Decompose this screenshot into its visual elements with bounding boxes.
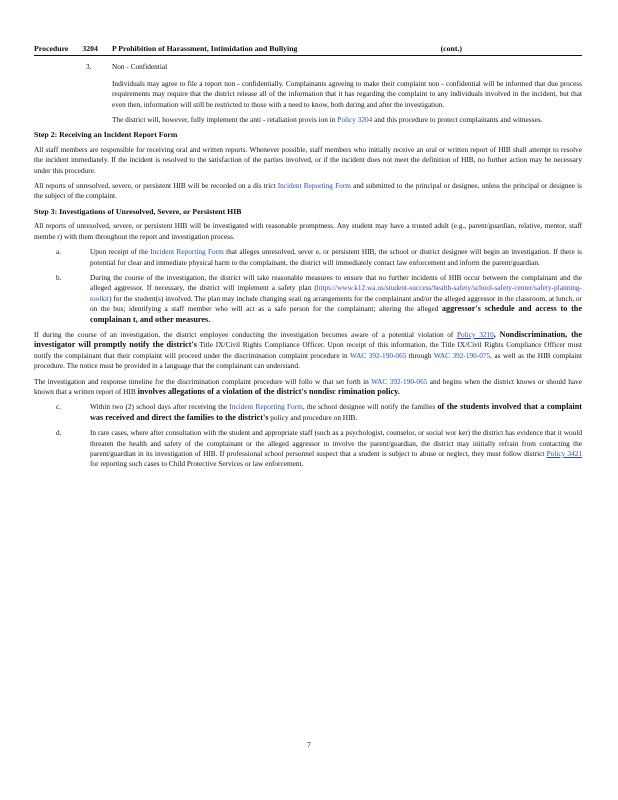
step-2-heading: Step 2: Receiving an Incident Report Form (34, 130, 178, 140)
list-item-a: a. Upon receipt of the Incident Reporting Form that alleges unresolved, sever e, or persistent HIB, the school or district designee will begin an investigation. If there is potential for clear and immediate physical harm to the complainant, the district will immediately contact law enforcement and inform the parent/guardian. (56, 247, 583, 267)
list-item-d: d. In rare cases, where after consultation with the student and appropriate staff (such as a psychologist, counselor, or social wor ker) the district has evidence that it would threaten the health and safety of the complainant or the alleged aggressor to involve the parent/guardian, the district may initially refrain from contacting the parent/guardian in its investigation of HIB. If professional school personnel suspect that a student is subject to abuse or neglect, they must follow district Policy 3421 for reporting such cases to Child Protective Services or law enforcement. (56, 428, 582, 469)
procedure-number: 3204 (82, 44, 98, 53)
step-2-paragraph-1: All staff members are responsible for receiving oral and written reports. Whenever possible, staff members who initially receive an oral or written report of HIB shall attempt to resolve the incident immediately. If the incident is resolved to the satisfaction of the parties involved, or if the incident does not meet the definition of HIB, no further action may be necessary under this procedure. (34, 144, 582, 175)
continued-label: (cont.) (440, 44, 462, 53)
wac-392-190-065-link-2[interactable]: WAC 392-190-065 (371, 376, 428, 386)
item-3-non-confidential (34, 62, 582, 125)
step-3-paragraph-1: All reports of unresolved, severe, or persistent HIB will be investigated with reasonable promptness. Any student may have a trusted adult (e.g., parent/guardian, relative, mentor, staff membe r) with them throughout the report and investigation process. (34, 221, 582, 241)
wac-392-190-065-link[interactable]: WAC 392-190-065 (350, 350, 407, 360)
list-item-b: b. During the course of the investigation, the district will take reasonable measures to ensure that no further incidents of HIB occur between the complainant and the alleged aggressor. If necessary, the district will implement a safety plan (https://www.k12.wa.us/student-success/health-safety/school-safety-center/safety-planning-toolkit) for the student(s) involved. The plan may include changing seati ng arrangements for the complainant and/or the alleged aggressor in the classroom, at lunch, or on the bus; identifying a staff member who will act as a safe person for the complainant; altering the alleged aggressor's schedule and access to the complainan t, and other measures. (56, 272, 582, 324)
step-2-paragraph-2: All reports of unresolved, severe, or persistent HIB will be recorded on a dis trict Incident Reporting Form and submitted to the principal or designee, unless the principal or designee is the subject of the complaint. (34, 181, 582, 201)
item-3-marker: 3. (86, 62, 92, 72)
policy-3421-link[interactable]: Policy 3421 (546, 449, 582, 458)
policy-3210-link[interactable]: Policy 3210 (456, 329, 494, 339)
step-3-heading: Step 3: Investigations of Unresolved, Severe, or Persistent HIB (34, 206, 242, 216)
header-left (34, 44, 297, 54)
procedure-title: P Prohibition of Harassment, Intimidation and Bullying (111, 44, 298, 53)
page-header (34, 44, 582, 56)
incident-reporting-form-link-a[interactable]: Incident Reporting Form (150, 247, 224, 257)
wac-392-190-075-link[interactable]: WAC 392-190-075 (433, 350, 491, 360)
list-marker-c: c. (56, 402, 62, 412)
timeline-paragraph: The investigation and response timeline for the discrimination complaint procedure will follo w that set forth in WAC 392-190-065 and begins when the district knows or should have known that a written report of HIB involves allegations of a violation of the district's nondisc rimination policy. (34, 376, 582, 396)
procedure-label: Procedure (34, 44, 69, 53)
item-3-paragraph-1: Individuals may agree to file a report non - confidentially. Complainants agreeing to make their complaint non - confidential will be informed that due process requirements may require that the district release all of the information that it has regarding the complaint to any individuals involved in the incident, but that even then, information will still be restricted to those with a need to know, both during and after the investigation. (112, 78, 582, 109)
list-marker-a: a. (56, 247, 62, 257)
policy-3204-link[interactable]: Policy 3204 (337, 115, 373, 125)
list-marker-b: b. (56, 272, 62, 282)
list-item-c: c. Within two (2) school days after receiving the Incident Reporting Form, the school designee will notify the families of the students involved that a complaint was received and direct the families to the district's policy and procedure on HIB. (56, 402, 582, 422)
incident-reporting-form-link-c[interactable]: Incident Reporting Form (229, 402, 303, 412)
item-3-title: Non - Confidential (112, 62, 168, 72)
list-marker-d: d. (56, 428, 62, 438)
document-page (34, 44, 582, 475)
title-ix-paragraph: If during the course of an investigation, the district employee conducting the investigation becomes aware of a potential violation of Policy 3210, Nondiscrimination, the investigator will promptly notify the district's Title IX/Civil Rights Compliance Officer. Upon receipt of this information, the Title IX/Civil Rights Compliance Officer must notify the complainant that their complaint will proceed under the discrimination complaint procedure in WAC 392-190-065 through WAC 392-190-075, as well as the HIB complaint procedure. The notice must be provided in a language that the complainant can understand. (34, 329, 582, 371)
page-number: 7 (307, 740, 311, 749)
item-3-paragraph-2: The district will, however, fully implement the anti - retaliation provis ion in Policy 3204 and this procedure to protect complainants and witnesses. (112, 115, 543, 125)
safety-planning-toolkit-link[interactable]: https://www.k12.wa.us/student-success/health-safety/school-safety-center/safety-planning-toolkit (90, 283, 582, 303)
incident-reporting-form-link[interactable]: Incident Reporting Form (277, 181, 351, 191)
